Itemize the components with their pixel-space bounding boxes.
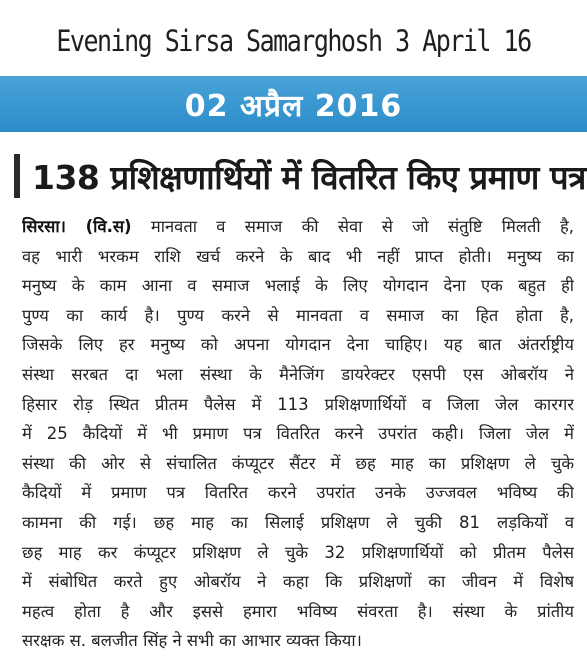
article-line: में संबोधित करते हुए ओबरॉय ने कहा कि प्रशिक्षणों का जीवन में विशेष [22, 572, 574, 592]
clipping-source-caption: Evening Sirsa Samarghosh 3 April 16 [56, 24, 531, 59]
article-line: कामना की गई। छह माह का सिलाई प्रशिक्षण ले चुकी 81 लड़कियों व [22, 512, 574, 532]
article-line: पुण्य का कार्य है। पुण्य करने से मानवता व समाज का हित होता है, [22, 305, 574, 325]
article-line: वह भारी भरकम राशि खर्च करने के बाद भी नहीं प्राप्त होती। मनुष्य का [22, 246, 574, 266]
date-band-text: 02 अप्रैल 2016 [184, 88, 403, 124]
date-band [0, 76, 587, 132]
article-line: जिसके लिए हर मनुष्य को अपना योगदान देना चाहिए। यह बात अंतर्राष्ट्रीय [22, 335, 574, 355]
byline: सिरसा। (वि.स) [22, 217, 132, 236]
headline [14, 150, 586, 202]
headline-text: 138 प्रशिक्षणार्थियों में वितरित किए प्रमाण पत्र [32, 157, 586, 197]
article-line: में 25 कैदियों में भी प्रमाण पत्र वितरित करने उपरांत कही। जिला जेल में [22, 424, 574, 444]
article-line: छह माह कर कंप्यूटर प्रशिक्षण ले चुके 32 प्रशिक्षणार्थियों को प्रीतम पैलेस [22, 542, 574, 562]
article-line: सरक्षक स. बलजीत सिंह ने सभी का आभार व्यक्त किया। [22, 631, 362, 651]
article-first-line-text: मानवता व समाज की सेवा से जो संतुष्टि मिलती है, [131, 217, 574, 236]
article-line: संस्था सरबत दा भला संस्था के मैनेजिंग डायरेक्टर एसपी एस ओबरॉय ने [22, 364, 574, 384]
article-line: हिसार रोड़ स्थित प्रीतम पैलेस में 113 प्रशिक्षणार्थियों व जिला जेल कारगर [22, 394, 574, 414]
article-line: मनुष्य के काम आना व समाज भलाई के लिए योगदान देना एक बहुत ही [22, 276, 574, 296]
article-line [22, 212, 574, 242]
article-line: कैदियों में प्रमाण पत्र वितरित करने उपरांत उनके उज्जवल भविष्य की [22, 483, 574, 503]
article-line: संस्था की ओर से संचालित कंप्यूटर सैंटर में छह माह का प्रशिक्षण ले चुके [22, 453, 574, 473]
article-body [22, 212, 574, 656]
article-line: महत्व होता है और इससे हमारा भविष्य संवरता है। संस्था के प्रांतीय [22, 601, 574, 621]
headline-bar [14, 154, 20, 198]
